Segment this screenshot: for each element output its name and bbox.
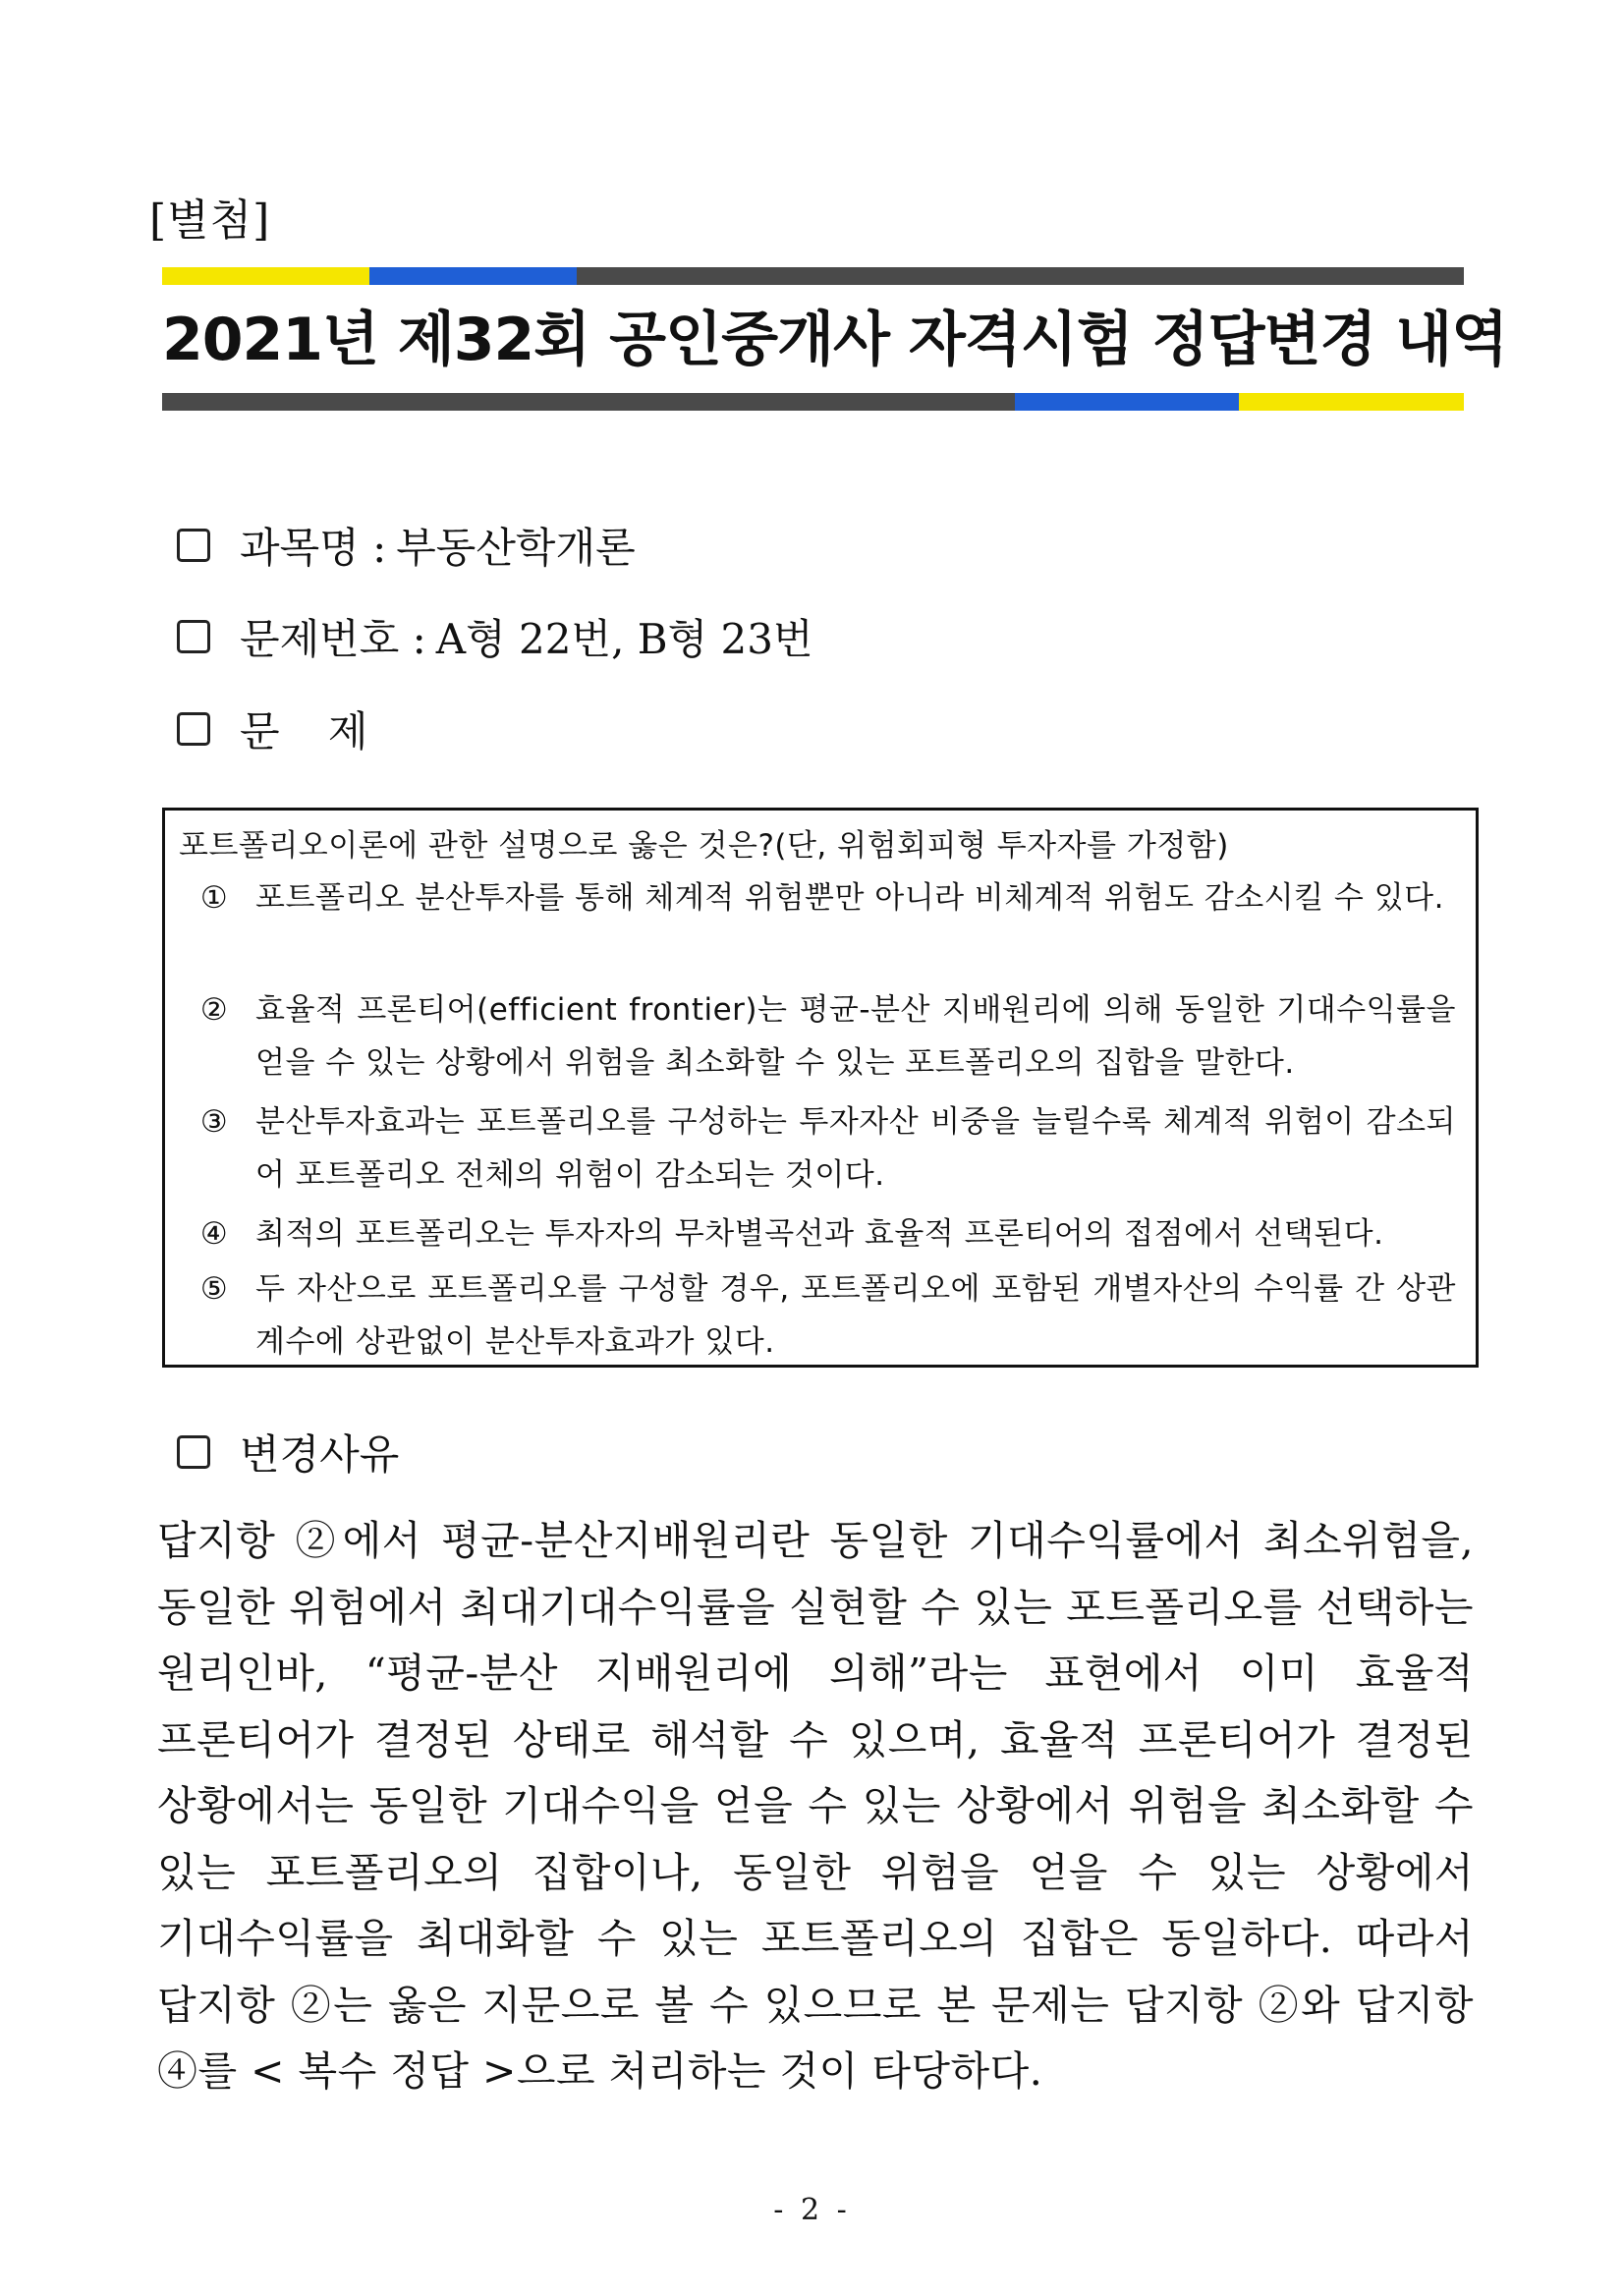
answer-option	[195, 1095, 1456, 1202]
title-top-bar-gray	[577, 267, 1464, 285]
option-number: ①	[199, 880, 229, 916]
answer-option	[195, 983, 1456, 1090]
problem-number-value: A형 22번, B형 23번	[435, 615, 813, 663]
reason-paragraph: 답지항 ②에서 평균-분산지배원리란 동일한 기대수익률에서 최소위험을, 동일한 위험에서 최대기대수익률을 실현할 수 있는 포트폴리오를 선택하는 원리인바, “평균-분산 지배원리에 의해”라는 표현에서 이미 효율적 프론티어가 결정된 상태로 해석할 수 있으며, 효율적 프론티어가 결정된 상황에서는 동일한 기대수익을 얻을 수 있는 상황에서 위험을 최소화할 수 있는 포트폴리오의 집합이나, 동일한 위험을 얻을 수 있는 상황에서 기대수익률을 최대화할 수 있는 포트폴리오의 집합은 동일하다. 따라서 답지항 ②는 옳은 지문으로 볼 수 있으므로 본 문제는 답지항 ②와 답지항 ④를 < 복수 정답 >으로 처리하는 것이 타당하다.	[157, 1517, 1474, 2095]
reason-label: 변경사유	[240, 1430, 400, 1479]
reason-row	[177, 1423, 399, 1482]
answer-option	[195, 871, 1456, 924]
question-box	[162, 808, 1479, 1368]
option-number: ⑤	[199, 1271, 229, 1307]
page-number: - 2 -	[773, 2193, 851, 2227]
problem-row	[177, 700, 386, 758]
attachment-tag: [별첨]	[149, 196, 271, 246]
checkbox-icon	[177, 620, 210, 653]
title-bottom-bar-yellow	[1239, 393, 1464, 411]
problem-number-row	[177, 607, 813, 666]
problem-label: 문 제	[240, 707, 386, 756]
option-number: ③	[199, 1104, 229, 1140]
checkbox-icon	[177, 712, 210, 746]
option-text: 효율적 프론티어(efficient frontier)는 평균-분산 지배원리에 의해 동일한 기대수익률을 얻을 수 있는 상황에서 위험을 최소화할 수 있는 포트폴리오의 집합을 말한다.	[255, 992, 1456, 1081]
option-text: 포트폴리오 분산투자를 통해 체계적 위험뿐만 아니라 비체계적 위험도 감소시킬 수 있다.	[255, 880, 1444, 916]
title-top-bar-yellow	[162, 267, 369, 285]
option-number: ④	[199, 1216, 229, 1252]
page-title: 2021년 제32회 공인중개사 자격시험 정답변경 내역	[162, 306, 1508, 374]
title-bottom-bar-blue	[1015, 393, 1239, 411]
subject-label: 과목명 :	[240, 524, 387, 572]
option-text: 두 자산으로 포트폴리오를 구성할 경우, 포트폴리오에 포함된 개별자산의 수익률 간 상관계수에 상관없이 분산투자효과가 있다.	[255, 1271, 1456, 1360]
option-number: ②	[199, 992, 229, 1028]
option-text: 분산투자효과는 포트폴리오를 구성하는 투자자산 비중을 늘릴수록 체계적 위험이 감소되어 포트폴리오 전체의 위험이 감소되는 것이다.	[255, 1104, 1456, 1193]
subject-row	[177, 516, 636, 575]
answer-option	[195, 1262, 1456, 1369]
checkbox-icon	[177, 1435, 210, 1469]
problem-number-label: 문제번호 :	[240, 615, 426, 663]
title-bottom-bar-gray	[162, 393, 1015, 411]
answer-option	[195, 1207, 1456, 1260]
option-text: 최적의 포트폴리오는 투자자의 무차별곡선과 효율적 프론티어의 접점에서 선택된다.	[255, 1216, 1384, 1252]
question-stem: 포트폴리오이론에 관한 설명으로 옳은 것은?(단, 위험회피형 투자자를 가정함)	[179, 828, 1229, 864]
title-top-bar-blue	[369, 267, 577, 285]
subject-value: 부동산학개론	[396, 524, 636, 572]
checkbox-icon	[177, 529, 210, 562]
